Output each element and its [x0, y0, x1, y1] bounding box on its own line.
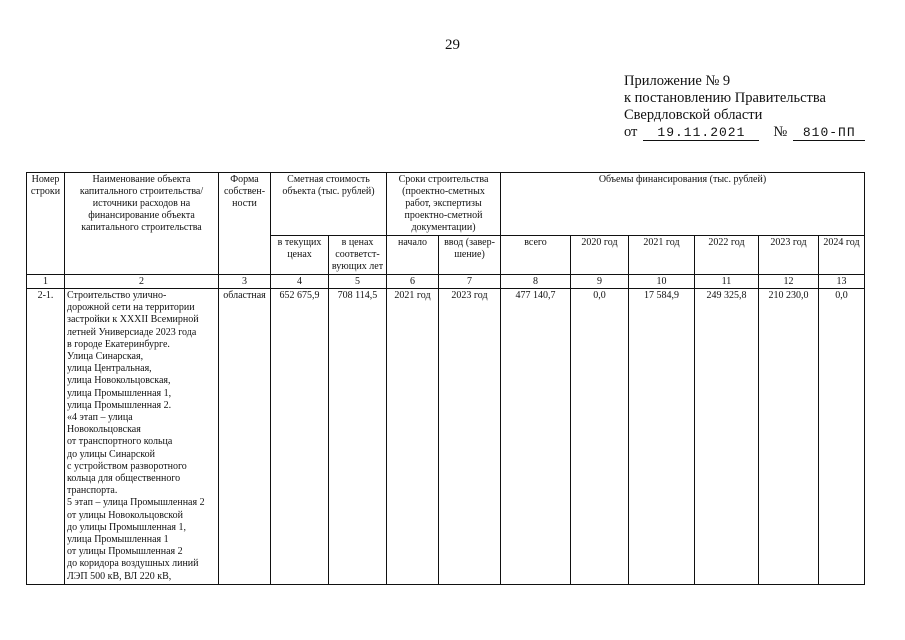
y2020-cell: 0,0 [571, 289, 629, 585]
adjusted-prices-cell: 708 114,5 [329, 289, 387, 585]
header-2022: 2022 год [695, 236, 759, 275]
start-cell: 2021 год [387, 289, 439, 585]
column-number: 12 [759, 275, 819, 289]
header-object-name: Наименование объекта капитального строительства/ источники расходов на финансирование объекта капитального строительства [65, 173, 219, 275]
column-number: 5 [329, 275, 387, 289]
header-2024: 2024 год [819, 236, 865, 275]
header-row-number: Номер строки [27, 173, 65, 275]
column-number: 10 [629, 275, 695, 289]
total-cell: 477 140,7 [501, 289, 571, 585]
y2022-cell: 249 325,8 [695, 289, 759, 585]
column-number: 11 [695, 275, 759, 289]
appendix-header [624, 73, 865, 141]
header-ownership: Форма собствен-ности [219, 173, 271, 275]
y2024-cell: 0,0 [819, 289, 865, 585]
header-estimated-cost: Сметная стоимость объекта (тыс. рублей) [271, 173, 387, 236]
number-sign: № [773, 124, 788, 140]
row-number-cell: 2-1. [27, 289, 65, 585]
date-value: 19.11.2021 [643, 126, 759, 141]
appendix-title: Приложение № 9 [624, 73, 731, 89]
column-number: 7 [439, 275, 501, 289]
column-number: 8 [501, 275, 571, 289]
header-2021: 2021 год [629, 236, 695, 275]
y2023-cell: 210 230,0 [759, 289, 819, 585]
current-prices-cell: 652 675,9 [271, 289, 329, 585]
header-adjusted-prices: в ценах соответст-вующих лет [329, 236, 387, 275]
column-number: 9 [571, 275, 629, 289]
column-number: 2 [65, 275, 219, 289]
object-name-cell: Строительство улично- дорожной сети на территории застройки к XXXII Всемирной летней Универсиаде 2023 года в городе Екатеринбурге. Улица Синарская, улица Центральная, улица Новокольцовская, улица Промышленная 1, улица Промышленная 2. «4 этап – улица Новокольцовская от транспортного кольца до улицы Синарской с устройством разворотного кольца для общественного транспорта. 5 этап – улица Промышленная 2 от улицы Новокольцовской до улицы Промышленная 1, улица Промышленная 1 от улицы Промышленная 2 до коридора воздушных линий ЛЭП 500 кВ, ВЛ 220 кВ, [65, 289, 219, 585]
column-number-row [27, 275, 865, 289]
header-2023: 2023 год [759, 236, 819, 275]
ownership-cell: областная [219, 289, 271, 585]
header-construction-terms: Сроки строительства (проектно-сметных работ, экспертизы проектно-сметной документации) [387, 173, 501, 236]
financing-table [26, 172, 865, 585]
column-number: 1 [27, 275, 65, 289]
column-number: 4 [271, 275, 329, 289]
column-number: 6 [387, 275, 439, 289]
completion-cell: 2023 год [439, 289, 501, 585]
page-number: 29 [445, 37, 460, 53]
header-start: начало [387, 236, 439, 275]
table-row [27, 289, 865, 585]
header-total: всего [501, 236, 571, 275]
header-financing: Объемы финансирования (тыс. рублей) [501, 173, 865, 236]
appendix-resolution: к постановлению Правительства [624, 90, 826, 106]
date-prefix: от [624, 124, 638, 140]
y2021-cell: 17 584,9 [629, 289, 695, 585]
column-number: 13 [819, 275, 865, 289]
header-2020: 2020 год [571, 236, 629, 275]
header-completion: ввод (завер-шение) [439, 236, 501, 275]
number-value: 810-ПП [793, 126, 865, 141]
column-number: 3 [219, 275, 271, 289]
appendix-region: Свердловской области [624, 107, 763, 123]
header-current-prices: в текущих ценах [271, 236, 329, 275]
appendix-date-line [624, 124, 865, 141]
